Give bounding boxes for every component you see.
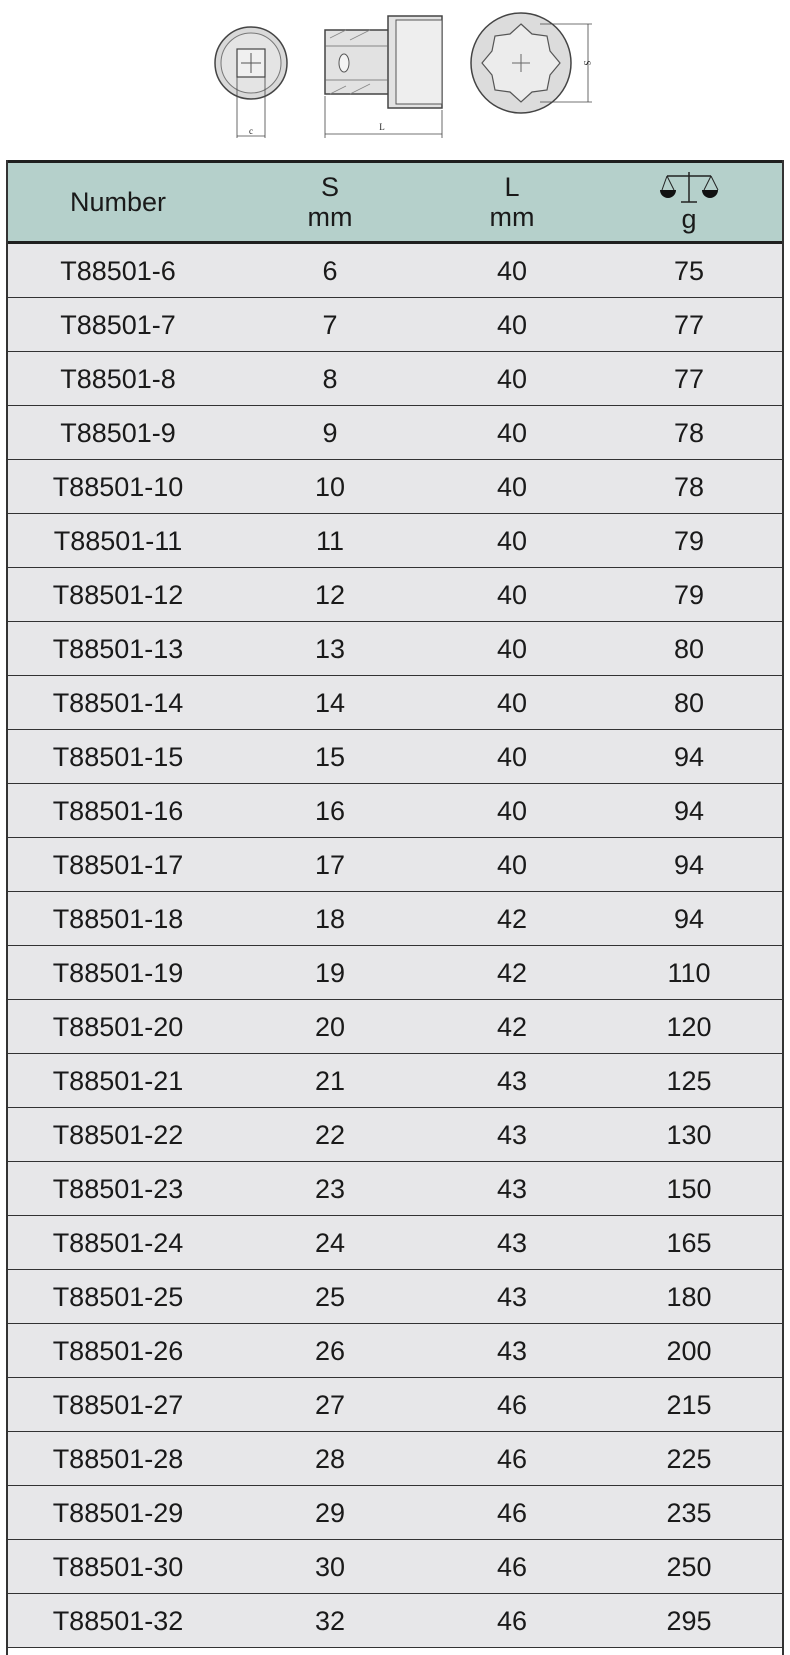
cell-weight: 94 (673, 850, 705, 880)
cell-weight: 215 (666, 1390, 712, 1420)
header-weight-unit: g (681, 204, 697, 234)
table-row (6, 1108, 784, 1162)
cell-s: 29 (314, 1498, 346, 1528)
cell-s: 27 (314, 1390, 346, 1420)
cell-s: 11 (315, 526, 345, 556)
table-row (6, 838, 784, 892)
cell-s: 10 (314, 472, 346, 502)
cell-number: T88501-15 (52, 742, 184, 772)
cell-weight: 79 (673, 526, 705, 556)
cell-l: 40 (496, 526, 528, 556)
cell-number: T88501-19 (52, 958, 184, 988)
cell-number: T88501-28 (52, 1444, 184, 1474)
cell-weight: 80 (673, 688, 705, 718)
cell-s: 20 (314, 1012, 346, 1042)
cell-number: T88501-6 (60, 256, 176, 286)
header-number-label: Number (69, 187, 167, 217)
table-row (6, 1324, 784, 1378)
cell-l: 40 (496, 472, 528, 502)
cell-l: 40 (496, 256, 528, 286)
cell-s: 14 (314, 688, 346, 718)
header-s-label: S (320, 172, 339, 202)
cell-number: T88501-29 (52, 1498, 184, 1528)
table-row (6, 244, 784, 298)
cell-weight: 200 (666, 1336, 712, 1366)
cell-l: 42 (496, 1012, 528, 1042)
cell-s: 18 (314, 904, 346, 934)
table-row (6, 406, 784, 460)
cell-weight: 120 (666, 1012, 712, 1042)
cell-number: T88501-7 (60, 310, 176, 340)
cell-s: 13 (314, 634, 346, 664)
cell-l: 40 (496, 796, 528, 826)
cell-weight: 250 (666, 1552, 712, 1582)
table-row (6, 1216, 784, 1270)
table-row (6, 946, 784, 1000)
table-row (6, 1378, 784, 1432)
spec-table (6, 160, 784, 1648)
cell-s: 28 (314, 1444, 346, 1474)
cell-number: T88501-12 (52, 580, 184, 610)
cell-number: T88501-25 (52, 1282, 184, 1312)
cell-l: 42 (496, 958, 528, 988)
twelve-point-front-view (471, 13, 592, 113)
cell-weight: 78 (673, 418, 705, 448)
cell-l: 40 (496, 634, 528, 664)
cell-l: 43 (496, 1228, 528, 1258)
cell-number: T88501-20 (52, 1012, 184, 1042)
cell-number: T88501-8 (60, 364, 176, 394)
cell-weight: 77 (673, 364, 705, 394)
dimension-c-label: c (249, 126, 253, 136)
table-row (6, 298, 784, 352)
cell-l: 43 (496, 1120, 528, 1150)
cell-s: 22 (314, 1120, 346, 1150)
cell-number: T88501-14 (52, 688, 184, 718)
cell-s: 6 (322, 256, 338, 286)
cell-l: 46 (496, 1552, 528, 1582)
cell-l: 43 (496, 1282, 528, 1312)
cell-weight: 225 (666, 1444, 712, 1474)
cell-s: 17 (314, 850, 346, 880)
table-row (6, 622, 784, 676)
dimension-l-label: L (379, 122, 385, 132)
table-row (6, 460, 784, 514)
cell-weight: 180 (666, 1282, 712, 1312)
cell-number: T88501-27 (52, 1390, 184, 1420)
side-view (325, 16, 442, 138)
cell-weight: 94 (673, 904, 705, 934)
cell-number: T88501-11 (53, 526, 183, 556)
header-weight (594, 163, 784, 241)
header-s-unit: mm (307, 202, 353, 232)
cell-l: 43 (496, 1174, 528, 1204)
table-row (6, 514, 784, 568)
cell-l: 40 (496, 688, 528, 718)
cell-s: 23 (314, 1174, 346, 1204)
cell-l: 40 (496, 850, 528, 880)
cell-weight: 235 (666, 1498, 712, 1528)
cell-l: 42 (496, 904, 528, 934)
cell-weight: 165 (666, 1228, 712, 1258)
cell-s: 24 (314, 1228, 346, 1258)
cell-number: T88501-24 (52, 1228, 184, 1258)
cell-number: T88501-13 (52, 634, 184, 664)
cell-s: 9 (322, 418, 338, 448)
table-row (6, 1054, 784, 1108)
cell-number: T88501-16 (52, 796, 184, 826)
cell-number: T88501-9 (60, 418, 176, 448)
table-row (6, 1270, 784, 1324)
cell-number: T88501-21 (52, 1066, 184, 1096)
table-row (6, 1486, 784, 1540)
cell-l: 40 (496, 418, 528, 448)
cell-s: 16 (314, 796, 346, 826)
table-row (6, 568, 784, 622)
cell-number: T88501-10 (52, 472, 184, 502)
cell-s: 21 (314, 1066, 346, 1096)
table-header (6, 160, 784, 244)
cell-l: 43 (496, 1336, 528, 1366)
drive-end-view (215, 27, 287, 138)
cell-weight: 125 (666, 1066, 712, 1096)
cell-s: 12 (314, 580, 346, 610)
cell-l: 43 (496, 1066, 528, 1096)
cell-l: 46 (496, 1390, 528, 1420)
table-row (6, 1432, 784, 1486)
table-row (6, 1540, 784, 1594)
cell-l: 40 (496, 310, 528, 340)
cell-weight: 79 (673, 580, 705, 610)
cell-weight: 80 (673, 634, 705, 664)
cell-s: 30 (314, 1552, 346, 1582)
header-l-label: L (504, 172, 520, 202)
header-l (430, 163, 594, 241)
table-row (6, 1000, 784, 1054)
cell-number: T88501-17 (52, 850, 184, 880)
cell-weight: 77 (673, 310, 705, 340)
cell-s: 26 (314, 1336, 346, 1366)
cell-s: 8 (322, 364, 338, 394)
cell-l: 46 (496, 1606, 528, 1636)
cell-weight: 94 (673, 796, 705, 826)
cell-s: 19 (314, 958, 346, 988)
cell-number: T88501-26 (52, 1336, 184, 1366)
cell-l: 46 (496, 1444, 528, 1474)
header-s (230, 163, 430, 241)
cell-l: 40 (496, 364, 528, 394)
scale-icon (659, 170, 719, 204)
table-row (6, 352, 784, 406)
cell-number: T88501-32 (52, 1606, 184, 1636)
cell-weight: 94 (673, 742, 705, 772)
cell-weight: 78 (673, 472, 705, 502)
cell-weight: 150 (666, 1174, 712, 1204)
cell-s: 15 (314, 742, 346, 772)
cell-weight: 295 (666, 1606, 712, 1636)
cell-number: T88501-30 (52, 1552, 184, 1582)
cell-number: T88501-23 (52, 1174, 184, 1204)
table-row (6, 1594, 784, 1648)
cell-s: 25 (314, 1282, 346, 1312)
cell-weight: 110 (667, 958, 711, 988)
header-number (6, 163, 230, 241)
dimension-s-label: S (582, 60, 592, 66)
cell-weight: 75 (673, 256, 705, 286)
cell-l: 46 (496, 1498, 528, 1528)
table-row (6, 730, 784, 784)
table-row (6, 1162, 784, 1216)
cell-l: 40 (496, 580, 528, 610)
cell-number: T88501-18 (52, 904, 184, 934)
cell-weight: 130 (666, 1120, 712, 1150)
table-row (6, 676, 784, 730)
cell-s: 32 (314, 1606, 346, 1636)
cell-s: 7 (322, 310, 338, 340)
header-l-unit: mm (489, 202, 535, 232)
socket-technical-drawing (0, 0, 790, 160)
table-row (6, 784, 784, 838)
table-body (6, 244, 784, 1648)
cell-l: 40 (496, 742, 528, 772)
cell-number: T88501-22 (52, 1120, 184, 1150)
table-row (6, 892, 784, 946)
